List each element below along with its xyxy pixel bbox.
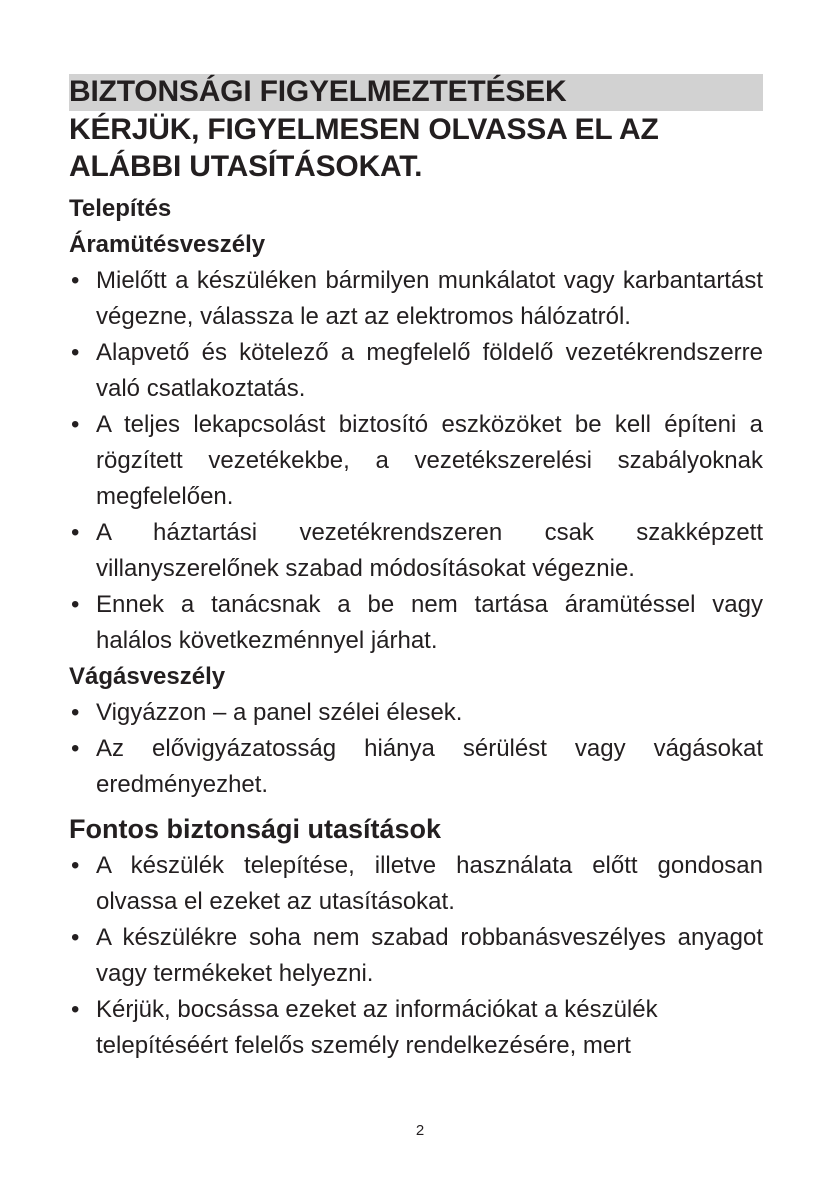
section-title: BIZTONSÁGI FIGYELMEZTETÉSEK: [69, 74, 763, 111]
list-item: [69, 407, 763, 515]
list-item: [69, 335, 763, 407]
list-item-text: Az elővigyázatosság hiánya sérülést vagy vágásokat eredményezhet.: [96, 735, 763, 798]
list-item: [69, 920, 763, 992]
list-item-text: A teljes lekapcsolást biztosító eszközöket be kell építeni a rögzített vezetékekbe, a vezetékszerelési szabályoknak megfelelően.: [96, 411, 763, 510]
list-item-text: A készülékre soha nem szabad robbanásveszélyes anyagot vagy termékeket helyezni.: [96, 924, 763, 987]
list-item: [69, 695, 763, 731]
page-number: 2: [415, 1122, 425, 1139]
list-item: [69, 992, 763, 1064]
list-item-text: Vigyázzon – a panel szélei élesek.: [96, 699, 463, 726]
list-item: [69, 515, 763, 587]
list-item: [69, 731, 763, 803]
list-item: [69, 263, 763, 335]
list-item-text: A készülék telepítése, illetve használata előtt gondosan olvassa el ezeket az utasításokat.: [96, 852, 763, 915]
list-item-text: Ennek a tanácsnak a be nem tartása áramütéssel vagy halálos következménnyel járhat.: [96, 591, 763, 654]
bullet: •: [71, 924, 80, 951]
list-item: [69, 848, 763, 920]
subtitle-line-2: ALÁBBI UTASÍTÁSOKAT.: [69, 150, 423, 183]
subtitle-line-1: KÉRJÜK, FIGYELMESEN OLVASSA EL AZ: [69, 113, 659, 146]
bullet: •: [71, 267, 80, 294]
bullet: •: [71, 996, 80, 1023]
list-item-text: A háztartási vezetékrendszeren csak szakképzett villanyszerelőnek szabad módosításokat végeznie.: [96, 519, 763, 582]
heading-installation: Telepítés: [69, 195, 172, 222]
document-page: [69, 74, 763, 1064]
bullet: •: [71, 699, 80, 726]
heading-electric-shock: Áramütésveszély: [69, 231, 266, 258]
bullet: •: [71, 339, 80, 366]
bullet: •: [71, 591, 80, 618]
bullet: •: [71, 519, 80, 546]
list-item: [69, 587, 763, 659]
cut-list: [69, 695, 763, 803]
shock-list: [69, 263, 763, 659]
list-item-text: Mielőtt a készüléken bármilyen munkálatot vagy karbantartást végezne, válassza le azt az elektromos hálózatról.: [96, 267, 763, 330]
heading-cut-hazard: Vágásveszély: [69, 663, 226, 690]
list-item-text: Kérjük, bocsássa ezeket az információkat a készülék telepítéséért felelős személy rendelkezésére, mert: [96, 996, 658, 1059]
heading-safety-instructions: Fontos biztonsági utasítások: [69, 814, 442, 844]
bullet: •: [71, 735, 80, 762]
safety-list: [69, 848, 763, 1064]
list-item-text: Alapvető és kötelező a megfelelő földelő vezetékrendszerre való csatlakoztatás.: [96, 339, 763, 402]
bullet: •: [71, 411, 80, 438]
bullet: •: [71, 852, 80, 879]
